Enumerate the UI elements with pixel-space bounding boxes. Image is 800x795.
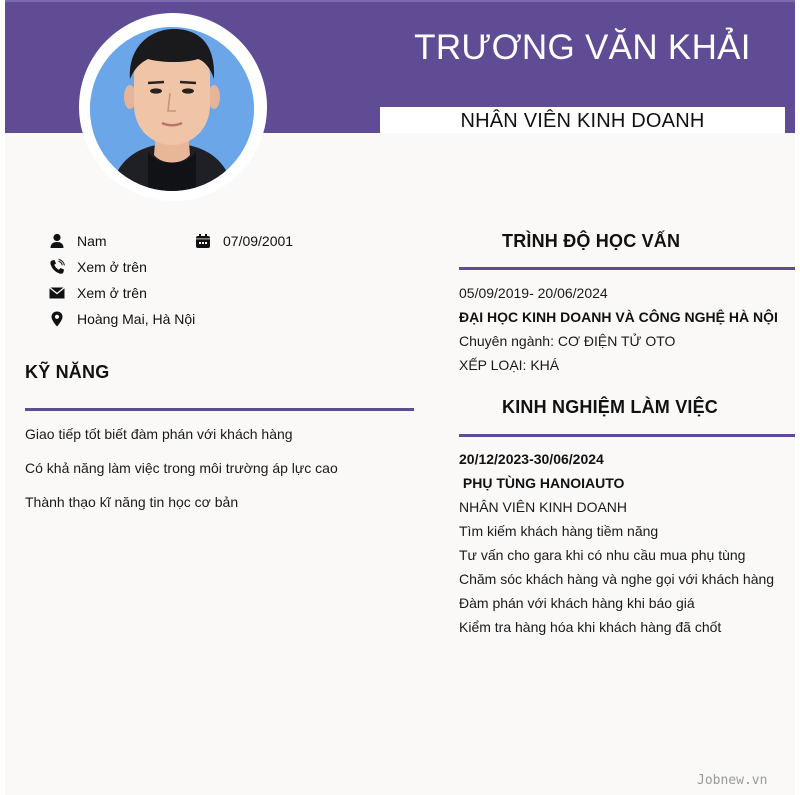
job-title: NHÂN VIÊN KINH DOANH (380, 107, 785, 133)
gender-value: Nam (77, 233, 107, 249)
skills-heading: KỸ NĂNG (25, 362, 110, 382)
envelope-icon (49, 285, 65, 301)
info-phone (49, 259, 147, 275)
education-divider (459, 267, 795, 270)
address-value: Hoàng Mai, Hà Nội (77, 311, 196, 327)
info-email (49, 285, 147, 301)
experience-duty: Chăm sóc khách hàng và nghe gọi với khách hàng (459, 571, 775, 587)
phone-value: Xem ở trên (77, 259, 147, 275)
education-major: Chuyên ngành: CƠ ĐIỆN TỬ OTO (459, 333, 676, 349)
experience-duty: Đàm phán với khách hàng khi báo giá (459, 595, 695, 611)
experience-duty: Kiểm tra hàng hóa khi khách hàng đã chốt (459, 619, 722, 635)
education-heading: TRÌNH ĐỘ HỌC VẤN (502, 231, 681, 251)
email-value: Xem ở trên (77, 285, 147, 301)
portrait-photo-icon (90, 27, 254, 191)
info-birthday (195, 233, 293, 249)
skills-divider (25, 408, 414, 411)
header-top-border (5, 0, 795, 2)
education-period: 05/09/2019- 20/06/2024 (459, 285, 608, 301)
candidate-name: TRƯƠNG VĂN KHẢI (414, 28, 751, 67)
experience-period: 20/12/2023-30/06/2024 (459, 451, 604, 467)
experience-heading: KINH NGHIỆM LÀM VIỆC (502, 397, 719, 417)
calendar-icon (195, 233, 211, 249)
info-address (49, 311, 195, 327)
skill-item: Có khả năng làm việc trong môi trường áp lực cao (25, 460, 338, 476)
birthday-value: 07/09/2001 (223, 233, 294, 249)
info-gender (49, 233, 107, 249)
education-school: ĐẠI HỌC KINH DOANH VÀ CÔNG NGHỆ HÀ NỘI (459, 309, 778, 325)
watermark: Jobnew.vn (697, 773, 768, 788)
experience-duty: Tư vấn cho gara khi có nhu cầu mua phụ tùng (459, 547, 746, 563)
experience-company: PHỤ TÙNG HANOIAUTO (459, 475, 625, 491)
avatar (90, 27, 254, 191)
education-rank: XẾP LOẠI: KHÁ (459, 357, 560, 373)
map-pin-icon (49, 311, 65, 327)
skill-item: Thành thạo kĩ năng tin học cơ bản (25, 494, 239, 510)
skill-item: Giao tiếp tốt biết đàm phán với khách hàng (25, 426, 293, 442)
experience-duty: Tìm kiếm khách hàng tiềm năng (459, 523, 659, 539)
phone-icon (49, 259, 65, 275)
experience-role: NHÂN VIÊN KINH DOANH (459, 499, 628, 515)
experience-divider (459, 434, 795, 437)
user-icon (49, 233, 65, 249)
